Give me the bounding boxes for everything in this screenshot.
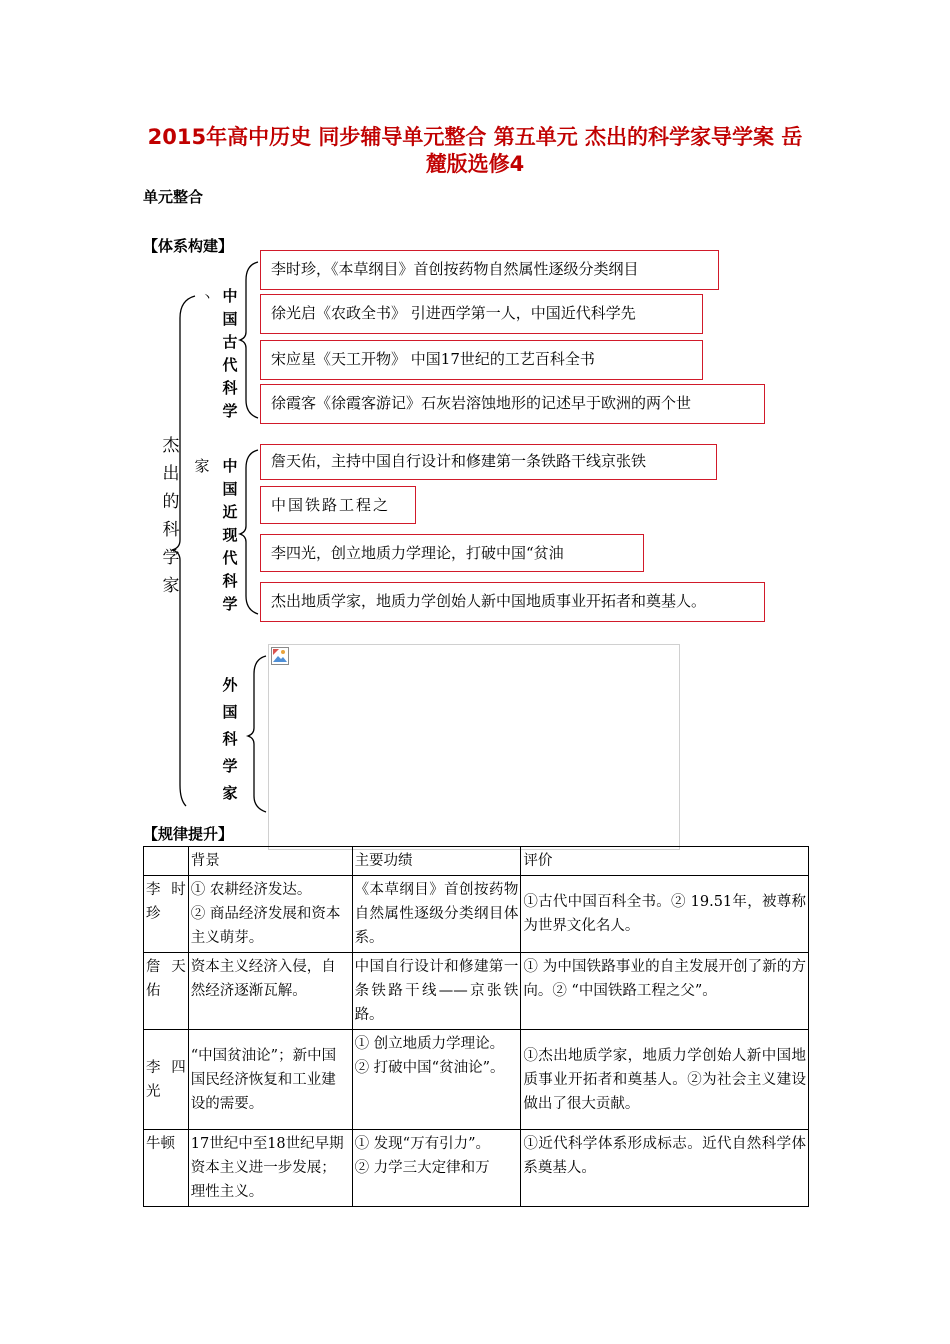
background-text: 17世纪中至18世纪早期资本主义进一步发展；理性主义。: [188, 1130, 352, 1207]
achievement-point: ② 力学三大定律和万: [354, 1160, 490, 1176]
branch-modern-label: 中国近现代科学: [222, 457, 238, 613]
scientist-name: 李时珍: [144, 876, 189, 953]
modern-item: 中国铁路工程之: [260, 486, 416, 524]
table-header-row: [144, 847, 809, 876]
table-header-cell: 主要功绩: [352, 847, 521, 876]
evaluation-text: ①古代中国百科全书。② 19.51年，被尊称为世界文化名人。: [521, 876, 809, 953]
ancient-item: 宋应星《天工开物》 中国17世纪的工艺百科全书: [260, 340, 703, 380]
background-point: ① 农耕经济发达。: [190, 882, 312, 898]
modern-item: 杰出地质学家，地质力学创始人新中国地质事业开拓者和奠基人。: [260, 582, 765, 622]
table-row: [144, 1030, 809, 1130]
background-point: ② 商品经济发展和资本主义萌芽。: [190, 906, 341, 946]
rules-heading: 【规律提升】: [143, 825, 234, 843]
structure-heading: 【体系构建】: [143, 237, 234, 255]
scientists-table: [143, 846, 809, 1207]
scientist-name: 詹天佑: [144, 953, 189, 1030]
ancient-item: 李时珍，《本草纲目》首创按药物自然属性逐级分类纲目: [260, 250, 719, 290]
achievement-point: ① 创立地质力学理论。: [354, 1036, 505, 1052]
branch-foreign-label: 外国科学家: [222, 676, 238, 802]
achievement-text: 中国自行设计和修建第一条铁路干线——京张铁路。: [352, 953, 521, 1030]
table-row: [144, 876, 809, 953]
table-header-cell: 背景: [188, 847, 352, 876]
document-title: 2015年高中历史 同步辅导单元整合 第五单元 杰出的科学家导学案 岳麓版选修4: [147, 125, 803, 176]
scientist-name: 李四光: [144, 1030, 189, 1130]
achievement-text: 《本草纲目》首创按药物自然属性逐级分类纲目体系。: [352, 876, 521, 953]
evaluation-text: ① 为中国铁路事业的自主发展开创了新的方向。② “中国铁路工程之父”。: [521, 953, 809, 1030]
achievement-point: ② 打破中国“贫油论”。: [354, 1060, 505, 1076]
modern-item: 詹天佑，主持中国自行设计和修建第一条铁路干线京张铁: [260, 444, 717, 480]
achievement-point: ① 发现“万有引力”。: [354, 1136, 490, 1152]
evaluation-text: ①杰出地质学家，地质力学创始人新中国地质事业开拓者和奠基人。②为社会主义建设做出了很大贡献。: [521, 1030, 809, 1130]
ancient-item: 徐霞客《徐霞客游记》石灰岩溶蚀地形的记述早于欧洲的两个世: [260, 384, 765, 424]
stray-mark: 丶: [201, 290, 214, 304]
background-text: 资本主义经济入侵，自然经济逐渐瓦解。: [188, 953, 352, 1030]
evaluation-text: ①近代科学体系形成标志。近代自然科学体系奠基人。: [521, 1130, 809, 1207]
tree-root-label: 杰出的科学家: [162, 436, 180, 596]
ancient-item: 徐光启《农政全书》 引进西学第一人，中国近代科学先: [260, 294, 703, 334]
section-heading: 单元整合: [143, 188, 204, 206]
table-header-cell: [144, 847, 189, 876]
modern-item: 李四光，创立地质力学理论，打破中国“贫油: [260, 534, 644, 572]
table-row: [144, 1130, 809, 1207]
table-row: [144, 953, 809, 1030]
branch-ancient-label: 中国古代科学: [222, 287, 238, 420]
background-text: “中国贫油论”；新中国国民经济恢复和工业建设的需要。: [188, 1030, 352, 1130]
image-placeholder: [268, 644, 680, 850]
table-header-cell: 评价: [521, 847, 809, 876]
broken-image-icon: [271, 647, 289, 665]
stray-char: 家: [194, 457, 210, 475]
scientist-name: 牛顿: [144, 1130, 189, 1207]
